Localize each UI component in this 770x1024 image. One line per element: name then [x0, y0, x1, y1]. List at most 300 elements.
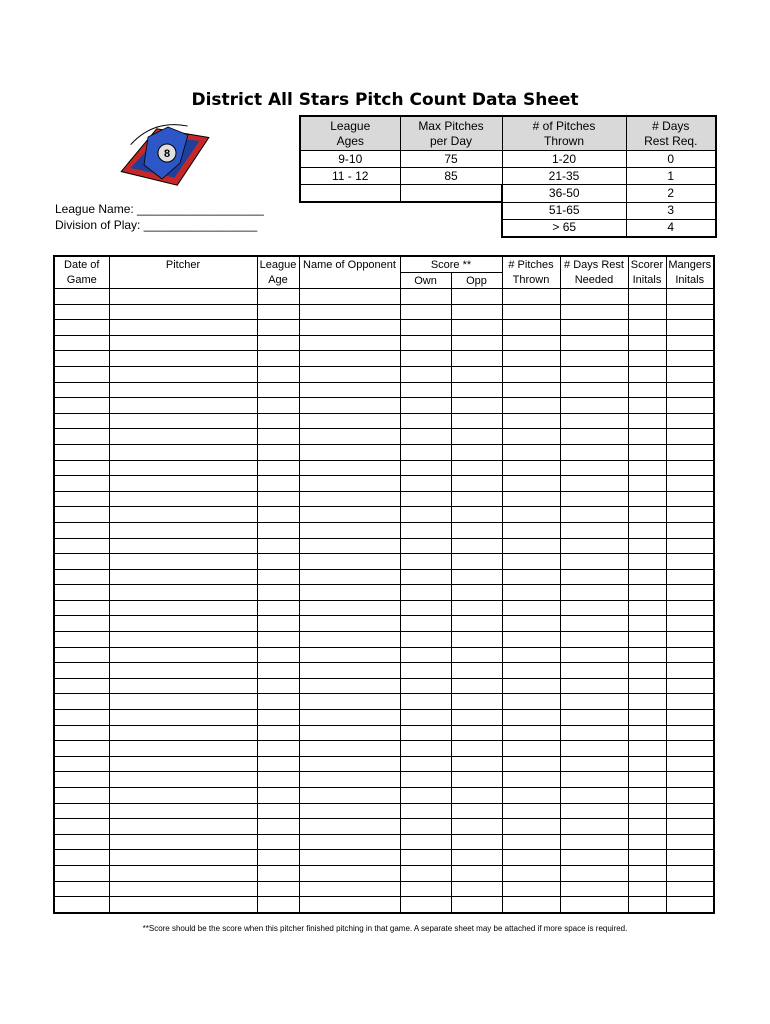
entry-cell[interactable] [502, 335, 560, 351]
entry-cell[interactable] [400, 850, 451, 866]
entry-cell[interactable] [502, 413, 560, 429]
entry-cell[interactable] [299, 632, 400, 648]
entry-cell[interactable] [451, 803, 502, 819]
entry-cell[interactable] [109, 366, 257, 382]
entry-cell[interactable] [54, 413, 109, 429]
entry-cell[interactable] [299, 366, 400, 382]
entry-cell[interactable] [560, 616, 628, 632]
entry-cell[interactable] [400, 819, 451, 835]
entry-cell[interactable] [400, 663, 451, 679]
entry-cell[interactable] [257, 897, 299, 913]
entry-cell[interactable] [502, 398, 560, 414]
entry-cell[interactable] [451, 398, 502, 414]
entry-cell[interactable] [400, 476, 451, 492]
entry-cell[interactable] [54, 725, 109, 741]
entry-cell[interactable] [109, 491, 257, 507]
entry-cell[interactable] [400, 632, 451, 648]
entry-cell[interactable] [299, 616, 400, 632]
entry-cell[interactable] [666, 289, 714, 305]
league-name-field[interactable]: League Name: ___________________ [55, 202, 264, 216]
entry-cell[interactable] [666, 710, 714, 726]
entry-cell[interactable] [666, 647, 714, 663]
entry-cell[interactable] [502, 460, 560, 476]
entry-cell[interactable] [299, 819, 400, 835]
entry-cell[interactable] [628, 538, 666, 554]
entry-cell[interactable] [560, 881, 628, 897]
entry-cell[interactable] [54, 538, 109, 554]
entry-cell[interactable] [628, 819, 666, 835]
entry-cell[interactable] [257, 803, 299, 819]
entry-cell[interactable] [257, 522, 299, 538]
entry-cell[interactable] [257, 850, 299, 866]
entry-cell[interactable] [299, 491, 400, 507]
entry-cell[interactable] [257, 834, 299, 850]
entry-cell[interactable] [257, 819, 299, 835]
entry-cell[interactable] [628, 507, 666, 523]
entry-cell[interactable] [628, 663, 666, 679]
entry-cell[interactable] [109, 803, 257, 819]
entry-cell[interactable] [502, 491, 560, 507]
entry-cell[interactable] [628, 710, 666, 726]
entry-cell[interactable] [451, 569, 502, 585]
entry-cell[interactable] [451, 788, 502, 804]
entry-cell[interactable] [54, 756, 109, 772]
entry-cell[interactable] [257, 413, 299, 429]
entry-cell[interactable] [257, 725, 299, 741]
entry-cell[interactable] [628, 756, 666, 772]
entry-cell[interactable] [54, 585, 109, 601]
entry-cell[interactable] [560, 413, 628, 429]
entry-cell[interactable] [666, 788, 714, 804]
entry-cell[interactable] [628, 897, 666, 913]
entry-cell[interactable] [400, 569, 451, 585]
entry-cell[interactable] [54, 897, 109, 913]
entry-cell[interactable] [400, 351, 451, 367]
entry-cell[interactable] [451, 351, 502, 367]
entry-cell[interactable] [666, 476, 714, 492]
entry-cell[interactable] [560, 819, 628, 835]
entry-cell[interactable] [400, 444, 451, 460]
entry-cell[interactable] [451, 819, 502, 835]
entry-cell[interactable] [54, 772, 109, 788]
entry-cell[interactable] [560, 710, 628, 726]
entry-cell[interactable] [451, 522, 502, 538]
entry-cell[interactable] [451, 865, 502, 881]
entry-cell[interactable] [54, 803, 109, 819]
entry-cell[interactable] [257, 663, 299, 679]
entry-cell[interactable] [109, 647, 257, 663]
entry-cell[interactable] [560, 304, 628, 320]
entry-cell[interactable] [54, 507, 109, 523]
entry-cell[interactable] [502, 819, 560, 835]
entry-cell[interactable] [400, 366, 451, 382]
entry-cell[interactable] [628, 476, 666, 492]
entry-cell[interactable] [451, 600, 502, 616]
entry-cell[interactable] [628, 585, 666, 601]
entry-cell[interactable] [109, 444, 257, 460]
entry-cell[interactable] [54, 491, 109, 507]
entry-cell[interactable] [628, 335, 666, 351]
entry-cell[interactable] [451, 429, 502, 445]
entry-cell[interactable] [109, 522, 257, 538]
entry-cell[interactable] [299, 663, 400, 679]
entry-cell[interactable] [502, 351, 560, 367]
entry-cell[interactable] [628, 351, 666, 367]
entry-cell[interactable] [628, 320, 666, 336]
entry-cell[interactable] [257, 710, 299, 726]
entry-cell[interactable] [666, 522, 714, 538]
entry-cell[interactable] [257, 616, 299, 632]
entry-cell[interactable] [257, 398, 299, 414]
entry-cell[interactable] [560, 366, 628, 382]
entry-cell[interactable] [560, 460, 628, 476]
entry-cell[interactable] [299, 304, 400, 320]
entry-cell[interactable] [451, 678, 502, 694]
entry-cell[interactable] [54, 398, 109, 414]
entry-cell[interactable] [502, 678, 560, 694]
entry-cell[interactable] [451, 320, 502, 336]
entry-cell[interactable] [400, 834, 451, 850]
entry-cell[interactable] [109, 351, 257, 367]
entry-cell[interactable] [257, 289, 299, 305]
entry-cell[interactable] [299, 522, 400, 538]
entry-cell[interactable] [560, 600, 628, 616]
entry-cell[interactable] [400, 491, 451, 507]
entry-cell[interactable] [257, 476, 299, 492]
entry-cell[interactable] [628, 366, 666, 382]
entry-cell[interactable] [109, 304, 257, 320]
entry-cell[interactable] [54, 351, 109, 367]
entry-cell[interactable] [54, 460, 109, 476]
entry-cell[interactable] [451, 366, 502, 382]
entry-cell[interactable] [502, 538, 560, 554]
entry-cell[interactable] [257, 865, 299, 881]
entry-cell[interactable] [257, 741, 299, 757]
entry-cell[interactable] [400, 413, 451, 429]
entry-cell[interactable] [257, 491, 299, 507]
entry-cell[interactable] [560, 897, 628, 913]
entry-cell[interactable] [400, 398, 451, 414]
entry-cell[interactable] [109, 756, 257, 772]
entry-cell[interactable] [54, 444, 109, 460]
entry-cell[interactable] [299, 538, 400, 554]
entry-cell[interactable] [666, 538, 714, 554]
entry-cell[interactable] [299, 289, 400, 305]
entry-cell[interactable] [299, 694, 400, 710]
entry-cell[interactable] [54, 819, 109, 835]
entry-cell[interactable] [54, 366, 109, 382]
entry-cell[interactable] [54, 788, 109, 804]
entry-cell[interactable] [560, 491, 628, 507]
entry-cell[interactable] [299, 600, 400, 616]
entry-cell[interactable] [299, 320, 400, 336]
entry-cell[interactable] [502, 865, 560, 881]
entry-cell[interactable] [560, 382, 628, 398]
entry-cell[interactable] [299, 834, 400, 850]
entry-cell[interactable] [400, 897, 451, 913]
entry-cell[interactable] [299, 429, 400, 445]
entry-cell[interactable] [502, 507, 560, 523]
entry-cell[interactable] [666, 569, 714, 585]
entry-cell[interactable] [628, 429, 666, 445]
entry-cell[interactable] [666, 351, 714, 367]
entry-cell[interactable] [400, 741, 451, 757]
entry-cell[interactable] [502, 663, 560, 679]
entry-cell[interactable] [628, 569, 666, 585]
entry-cell[interactable] [666, 304, 714, 320]
entry-cell[interactable] [666, 444, 714, 460]
entry-cell[interactable] [628, 289, 666, 305]
entry-cell[interactable] [299, 678, 400, 694]
entry-cell[interactable] [109, 616, 257, 632]
entry-cell[interactable] [502, 850, 560, 866]
entry-cell[interactable] [257, 554, 299, 570]
entry-cell[interactable] [628, 413, 666, 429]
entry-cell[interactable] [257, 647, 299, 663]
entry-cell[interactable] [502, 694, 560, 710]
entry-cell[interactable] [560, 429, 628, 445]
entry-cell[interactable] [666, 632, 714, 648]
entry-cell[interactable] [666, 803, 714, 819]
entry-cell[interactable] [109, 632, 257, 648]
entry-cell[interactable] [502, 772, 560, 788]
entry-cell[interactable] [400, 460, 451, 476]
entry-cell[interactable] [54, 741, 109, 757]
entry-cell[interactable] [560, 772, 628, 788]
entry-cell[interactable] [54, 850, 109, 866]
entry-cell[interactable] [666, 585, 714, 601]
entry-cell[interactable] [560, 663, 628, 679]
entry-cell[interactable] [560, 335, 628, 351]
entry-cell[interactable] [257, 382, 299, 398]
entry-cell[interactable] [400, 756, 451, 772]
entry-cell[interactable] [54, 522, 109, 538]
entry-cell[interactable] [560, 725, 628, 741]
entry-cell[interactable] [502, 585, 560, 601]
entry-cell[interactable] [54, 616, 109, 632]
entry-cell[interactable] [400, 803, 451, 819]
entry-cell[interactable] [109, 834, 257, 850]
entry-cell[interactable] [628, 444, 666, 460]
entry-cell[interactable] [628, 398, 666, 414]
entry-cell[interactable] [502, 897, 560, 913]
entry-cell[interactable] [54, 881, 109, 897]
entry-cell[interactable] [666, 663, 714, 679]
entry-cell[interactable] [628, 554, 666, 570]
entry-cell[interactable] [628, 632, 666, 648]
entry-cell[interactable] [299, 335, 400, 351]
entry-cell[interactable] [54, 600, 109, 616]
entry-cell[interactable] [109, 398, 257, 414]
entry-cell[interactable] [502, 710, 560, 726]
entry-cell[interactable] [400, 788, 451, 804]
entry-cell[interactable] [451, 772, 502, 788]
entry-cell[interactable] [299, 382, 400, 398]
entry-cell[interactable] [54, 663, 109, 679]
entry-cell[interactable] [628, 491, 666, 507]
entry-cell[interactable] [502, 834, 560, 850]
entry-cell[interactable] [560, 803, 628, 819]
entry-cell[interactable] [451, 538, 502, 554]
entry-cell[interactable] [451, 554, 502, 570]
entry-cell[interactable] [502, 554, 560, 570]
entry-cell[interactable] [109, 710, 257, 726]
entry-cell[interactable] [666, 897, 714, 913]
entry-cell[interactable] [560, 834, 628, 850]
entry-cell[interactable] [502, 382, 560, 398]
entry-cell[interactable] [560, 351, 628, 367]
entry-cell[interactable] [400, 538, 451, 554]
entry-cell[interactable] [299, 444, 400, 460]
entry-cell[interactable] [502, 788, 560, 804]
entry-cell[interactable] [560, 444, 628, 460]
entry-cell[interactable] [299, 741, 400, 757]
entry-cell[interactable] [257, 335, 299, 351]
entry-cell[interactable] [560, 647, 628, 663]
entry-cell[interactable] [400, 710, 451, 726]
entry-cell[interactable] [628, 522, 666, 538]
entry-cell[interactable] [666, 366, 714, 382]
entry-cell[interactable] [54, 289, 109, 305]
entry-cell[interactable] [299, 585, 400, 601]
entry-cell[interactable] [451, 850, 502, 866]
entry-cell[interactable] [400, 678, 451, 694]
entry-cell[interactable] [451, 741, 502, 757]
entry-cell[interactable] [54, 647, 109, 663]
entry-cell[interactable] [257, 694, 299, 710]
entry-cell[interactable] [109, 289, 257, 305]
entry-cell[interactable] [54, 632, 109, 648]
entry-cell[interactable] [54, 865, 109, 881]
entry-cell[interactable] [666, 741, 714, 757]
entry-cell[interactable] [257, 460, 299, 476]
entry-cell[interactable] [299, 476, 400, 492]
entry-cell[interactable] [54, 694, 109, 710]
entry-cell[interactable] [560, 865, 628, 881]
entry-cell[interactable] [451, 616, 502, 632]
entry-cell[interactable] [666, 865, 714, 881]
entry-cell[interactable] [299, 881, 400, 897]
entry-cell[interactable] [451, 335, 502, 351]
entry-cell[interactable] [54, 320, 109, 336]
entry-cell[interactable] [502, 756, 560, 772]
entry-cell[interactable] [109, 554, 257, 570]
entry-cell[interactable] [560, 569, 628, 585]
entry-cell[interactable] [400, 320, 451, 336]
entry-cell[interactable] [628, 788, 666, 804]
entry-cell[interactable] [560, 522, 628, 538]
entry-cell[interactable] [502, 616, 560, 632]
entry-cell[interactable] [400, 865, 451, 881]
division-of-play-field[interactable]: Division of Play: _________________ [55, 218, 258, 232]
entry-cell[interactable] [451, 725, 502, 741]
entry-cell[interactable] [560, 476, 628, 492]
entry-cell[interactable] [560, 320, 628, 336]
entry-cell[interactable] [560, 538, 628, 554]
entry-cell[interactable] [451, 694, 502, 710]
entry-cell[interactable] [299, 865, 400, 881]
entry-cell[interactable] [257, 366, 299, 382]
entry-cell[interactable] [257, 507, 299, 523]
entry-cell[interactable] [299, 803, 400, 819]
entry-cell[interactable] [109, 865, 257, 881]
entry-cell[interactable] [451, 897, 502, 913]
entry-cell[interactable] [502, 569, 560, 585]
entry-cell[interactable] [451, 647, 502, 663]
entry-cell[interactable] [451, 460, 502, 476]
entry-cell[interactable] [628, 881, 666, 897]
entry-cell[interactable] [257, 569, 299, 585]
entry-cell[interactable] [109, 850, 257, 866]
entry-cell[interactable] [666, 429, 714, 445]
entry-cell[interactable] [400, 382, 451, 398]
entry-cell[interactable] [502, 444, 560, 460]
entry-cell[interactable] [451, 289, 502, 305]
entry-cell[interactable] [299, 772, 400, 788]
entry-cell[interactable] [109, 460, 257, 476]
entry-cell[interactable] [109, 897, 257, 913]
entry-cell[interactable] [257, 351, 299, 367]
entry-cell[interactable] [628, 850, 666, 866]
entry-cell[interactable] [502, 647, 560, 663]
entry-cell[interactable] [109, 320, 257, 336]
entry-cell[interactable] [109, 881, 257, 897]
entry-cell[interactable] [560, 398, 628, 414]
entry-cell[interactable] [451, 710, 502, 726]
entry-cell[interactable] [628, 725, 666, 741]
entry-cell[interactable] [257, 429, 299, 445]
entry-cell[interactable] [257, 444, 299, 460]
entry-cell[interactable] [451, 834, 502, 850]
entry-cell[interactable] [54, 304, 109, 320]
entry-cell[interactable] [54, 834, 109, 850]
entry-cell[interactable] [666, 600, 714, 616]
entry-cell[interactable] [666, 507, 714, 523]
entry-cell[interactable] [666, 460, 714, 476]
entry-cell[interactable] [451, 382, 502, 398]
entry-cell[interactable] [666, 413, 714, 429]
entry-cell[interactable] [109, 382, 257, 398]
entry-cell[interactable] [109, 335, 257, 351]
entry-cell[interactable] [560, 756, 628, 772]
entry-cell[interactable] [451, 881, 502, 897]
entry-cell[interactable] [400, 725, 451, 741]
entry-cell[interactable] [560, 554, 628, 570]
entry-cell[interactable] [109, 429, 257, 445]
entry-cell[interactable] [666, 772, 714, 788]
entry-cell[interactable] [666, 725, 714, 741]
entry-cell[interactable] [257, 788, 299, 804]
entry-cell[interactable] [451, 304, 502, 320]
entry-cell[interactable] [502, 632, 560, 648]
entry-cell[interactable] [109, 819, 257, 835]
entry-cell[interactable] [109, 741, 257, 757]
entry-cell[interactable] [666, 335, 714, 351]
entry-cell[interactable] [400, 616, 451, 632]
entry-cell[interactable] [502, 881, 560, 897]
entry-cell[interactable] [502, 725, 560, 741]
entry-cell[interactable] [628, 460, 666, 476]
entry-cell[interactable] [451, 663, 502, 679]
entry-cell[interactable] [502, 600, 560, 616]
entry-cell[interactable] [666, 850, 714, 866]
entry-cell[interactable] [628, 741, 666, 757]
entry-cell[interactable] [451, 476, 502, 492]
entry-cell[interactable] [502, 304, 560, 320]
entry-cell[interactable] [54, 569, 109, 585]
entry-cell[interactable] [451, 413, 502, 429]
entry-cell[interactable] [109, 772, 257, 788]
